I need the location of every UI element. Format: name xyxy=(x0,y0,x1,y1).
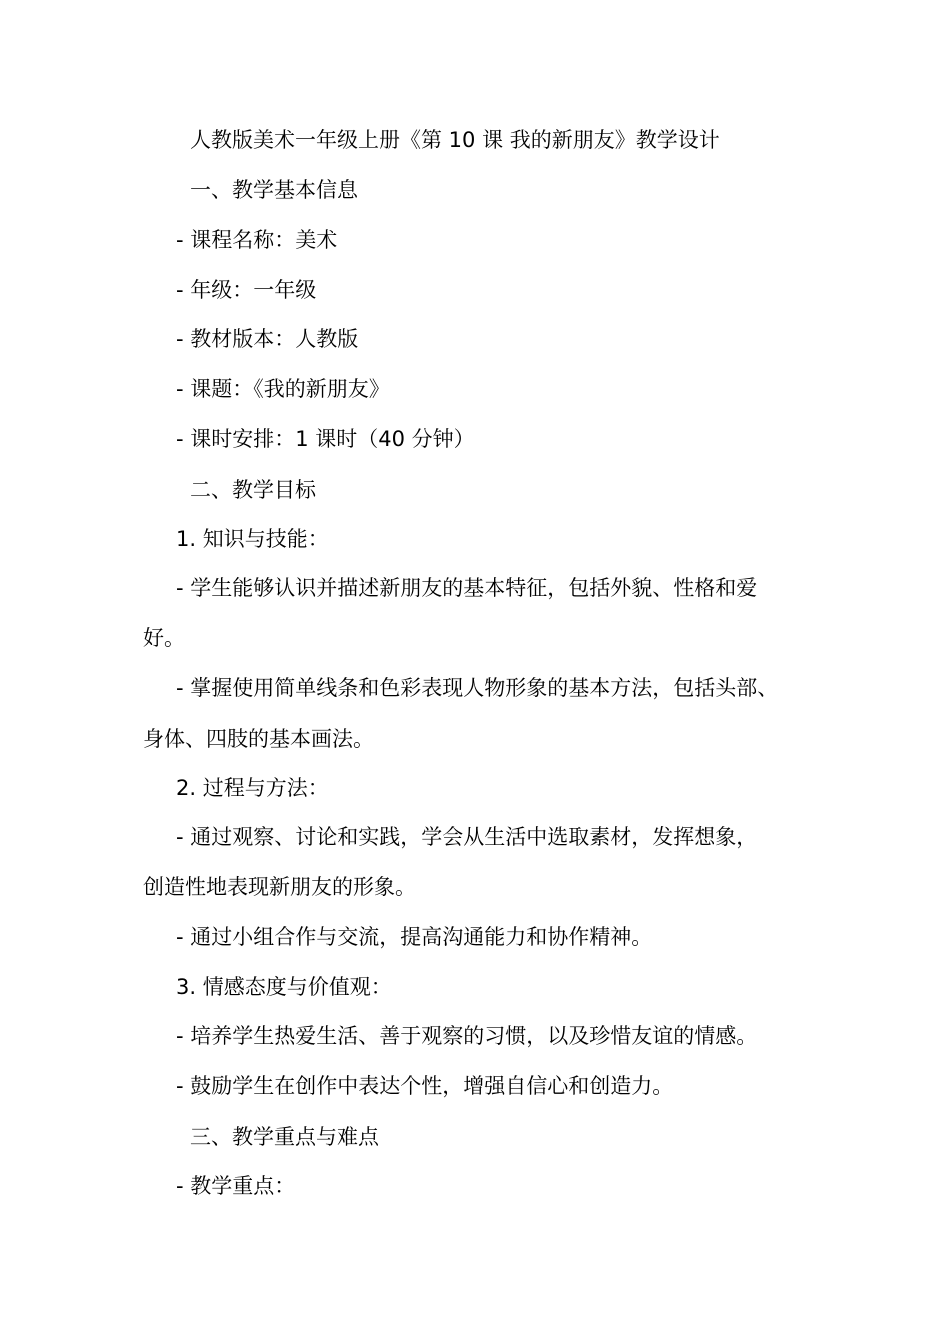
objective-2-heading: 2. 过程与方法： xyxy=(176,776,329,800)
key-point-item-1: - 教学重点： xyxy=(176,1174,296,1198)
objective-1-item-2-line-2: 身体、四肢的基本画法。 xyxy=(143,727,374,751)
objective-2-item-1-line-2: 创造性地表现新朋友的形象。 xyxy=(143,875,416,899)
objective-1-item-1-line-2: 好。 xyxy=(143,626,185,650)
document-title: 人教版美术一年级上册《第 10 课 我的新朋友》教学设计 xyxy=(190,128,720,152)
objective-1-heading: 1. 知识与技能： xyxy=(176,527,329,551)
info-lesson-topic: - 课题：《我的新朋友》 xyxy=(176,377,390,401)
objective-3-heading: 3. 情感态度与价值观： xyxy=(176,975,392,999)
info-course-name: - 课程名称：美术 xyxy=(176,228,338,252)
objective-3-item-1: - 培养学生热爱生活、善于观察的习惯，以及珍惜友谊的情感。 xyxy=(176,1024,758,1048)
objective-3-item-2: - 鼓励学生在创作中表达个性，增强自信心和创造力。 xyxy=(176,1074,674,1098)
objective-2-item-2: - 通过小组合作与交流，提高沟通能力和协作精神。 xyxy=(176,925,653,949)
info-grade: - 年级：一年级 xyxy=(176,278,317,302)
objective-1-item-1-line-1: - 学生能够认识并描述新朋友的基本特征，包括外貌、性格和爱 xyxy=(176,576,758,600)
info-textbook-version: - 教材版本：人教版 xyxy=(176,327,359,351)
objective-2-item-1-line-1: - 通过观察、讨论和实践，学会从生活中选取素材，发挥想象， xyxy=(176,825,758,849)
section-heading-basic-info: 一、教学基本信息 xyxy=(190,178,358,202)
section-heading-key-points: 三、教学重点与难点 xyxy=(190,1125,379,1149)
info-class-hours: - 课时安排：1 课时（40 分钟） xyxy=(176,427,475,451)
objective-1-item-2-line-1: - 掌握使用简单线条和色彩表现人物形象的基本方法，包括头部、 xyxy=(176,676,779,700)
section-heading-objectives: 二、教学目标 xyxy=(190,478,316,502)
